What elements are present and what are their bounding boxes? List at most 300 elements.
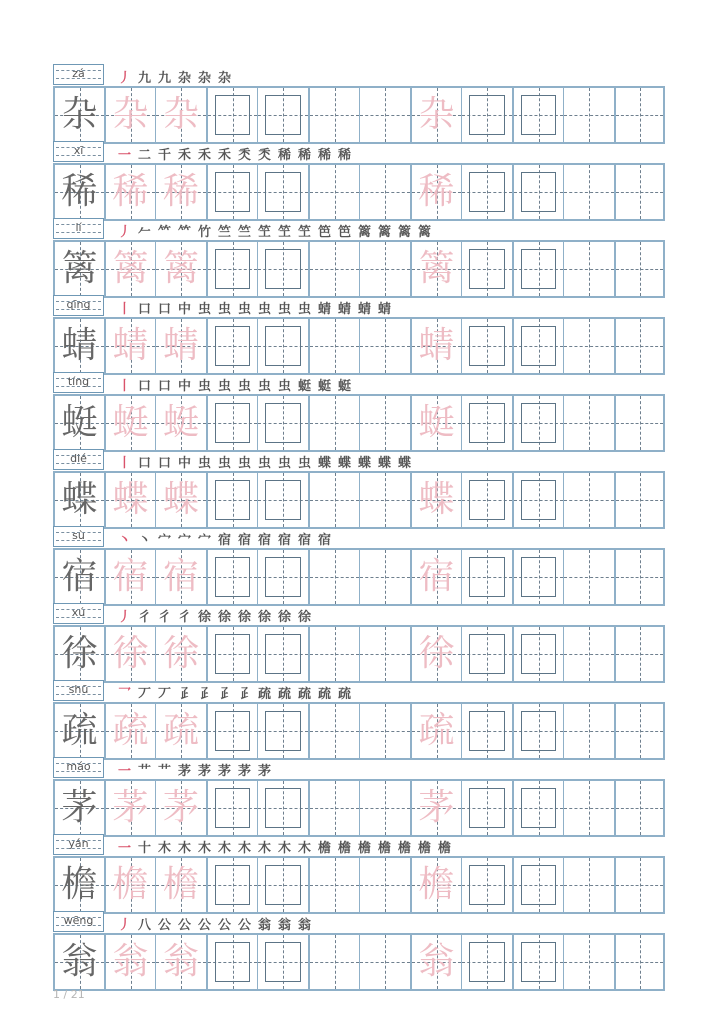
pinyin-box	[53, 526, 104, 547]
character-entry-9	[53, 680, 665, 757]
practice-cell[interactable]	[614, 704, 665, 758]
guide-line-vertical	[335, 242, 336, 296]
practice-cell-row	[53, 625, 665, 683]
stroke-order-sequence	[115, 449, 414, 471]
trace-character: 檐	[162, 864, 199, 905]
practice-cell[interactable]	[359, 319, 410, 373]
inner-square	[469, 172, 505, 212]
practice-cell[interactable]	[359, 396, 410, 450]
boxed-practice-cell[interactable]	[512, 396, 563, 450]
stroke-step: 茅	[177, 764, 191, 779]
guide-line-vertical	[335, 781, 336, 835]
trace-cell	[155, 858, 206, 912]
boxed-practice-cell[interactable]	[257, 473, 308, 527]
guide-line-vertical	[589, 627, 590, 681]
guide-line-vertical	[335, 550, 336, 604]
stroke-order-sequence	[115, 64, 234, 86]
boxed-practice-cell[interactable]	[206, 858, 257, 912]
trace-cell	[155, 242, 206, 296]
model-character: 篱	[61, 248, 98, 289]
practice-cell[interactable]	[308, 781, 359, 835]
practice-cell[interactable]	[359, 627, 410, 681]
practice-cell[interactable]	[563, 781, 614, 835]
model-character: 翁	[61, 941, 98, 982]
stroke-step: 木	[157, 841, 171, 856]
boxed-practice-cell[interactable]	[206, 627, 257, 681]
boxed-practice-cell[interactable]	[257, 627, 308, 681]
stroke-step: 公	[177, 918, 191, 933]
boxed-practice-cell[interactable]	[461, 781, 512, 835]
boxed-practice-cell[interactable]	[257, 781, 308, 835]
stroke-step: 丶	[137, 533, 151, 548]
practice-cell[interactable]	[308, 88, 359, 142]
practice-cell[interactable]	[563, 319, 614, 373]
inner-square	[215, 249, 250, 289]
stroke-step: 木	[297, 841, 311, 856]
guide-line-vertical	[335, 88, 336, 142]
guide-line-vertical	[335, 627, 336, 681]
pinyin-label: qīng	[66, 298, 91, 311]
practice-cell[interactable]	[614, 319, 665, 373]
boxed-practice-cell[interactable]	[512, 165, 563, 219]
pinyin-box	[53, 834, 104, 855]
practice-cell[interactable]	[308, 627, 359, 681]
pinyin-strip	[53, 680, 665, 702]
inner-square	[265, 480, 301, 520]
boxed-practice-cell[interactable]	[512, 88, 563, 142]
practice-cell[interactable]	[614, 550, 665, 604]
boxed-practice-cell[interactable]	[461, 242, 512, 296]
stroke-step: 茅	[217, 764, 231, 779]
boxed-practice-cell[interactable]	[512, 473, 563, 527]
stroke-step: 木	[257, 841, 271, 856]
stroke-step: 𤴔	[217, 687, 231, 702]
inner-square	[521, 865, 556, 905]
practice-cell[interactable]	[563, 396, 614, 450]
stroke-step: 虫	[257, 456, 271, 471]
practice-cell[interactable]	[308, 704, 359, 758]
trace-cell	[410, 165, 461, 219]
stroke-step: 蝶	[397, 456, 411, 471]
pinyin-box	[53, 218, 104, 239]
trace-cell	[104, 88, 155, 142]
stroke-step: 丆	[157, 687, 171, 702]
pinyin-box	[53, 372, 104, 393]
inner-square	[469, 403, 505, 443]
model-character: 茅	[61, 787, 98, 828]
pinyin-label: wēng	[63, 914, 94, 927]
stroke-step: 蜻	[337, 302, 351, 317]
boxed-practice-cell[interactable]	[206, 88, 257, 142]
boxed-practice-cell[interactable]	[257, 242, 308, 296]
practice-cell[interactable]	[308, 935, 359, 989]
stroke-step: 彳	[177, 610, 191, 625]
trace-character: 徐	[162, 633, 199, 674]
practice-cell[interactable]	[563, 858, 614, 912]
model-character-cell	[53, 473, 104, 527]
practice-cell[interactable]	[308, 165, 359, 219]
trace-character: 翁	[162, 941, 199, 982]
stroke-step: 宿	[237, 533, 251, 548]
trace-character: 疏	[162, 710, 199, 751]
character-entry-12	[53, 911, 665, 988]
practice-cell[interactable]	[614, 627, 665, 681]
stroke-step: 徐	[197, 610, 211, 625]
trace-character: 篱	[162, 248, 199, 289]
stroke-step: 丿	[117, 71, 131, 86]
stroke-step: 杂	[197, 71, 211, 86]
character-entry-11	[53, 834, 665, 911]
practice-cell[interactable]	[308, 242, 359, 296]
boxed-practice-cell[interactable]	[461, 858, 512, 912]
boxed-practice-cell[interactable]	[257, 704, 308, 758]
trace-cell	[104, 627, 155, 681]
stroke-step: 篱	[417, 225, 431, 240]
guide-line-vertical	[335, 473, 336, 527]
boxed-practice-cell[interactable]	[257, 396, 308, 450]
character-entry-7	[53, 526, 665, 603]
stroke-step: 木	[277, 841, 291, 856]
pinyin-label: lí	[75, 221, 82, 234]
practice-cell[interactable]	[359, 88, 410, 142]
practice-cell[interactable]	[614, 935, 665, 989]
boxed-practice-cell[interactable]	[512, 935, 563, 989]
trace-character: 宿	[418, 556, 455, 597]
model-character: 徐	[61, 633, 98, 674]
stroke-step: 篱	[377, 225, 391, 240]
stroke-step: 丿	[117, 610, 131, 625]
practice-cell[interactable]	[308, 858, 359, 912]
boxed-practice-cell[interactable]	[257, 550, 308, 604]
practice-cell[interactable]	[563, 165, 614, 219]
practice-cell[interactable]	[563, 935, 614, 989]
stroke-step: 𤴔	[197, 687, 211, 702]
practice-cell[interactable]	[563, 242, 614, 296]
boxed-practice-cell[interactable]	[512, 319, 563, 373]
boxed-practice-cell[interactable]	[512, 781, 563, 835]
practice-cell[interactable]	[614, 88, 665, 142]
practice-cell[interactable]	[359, 165, 410, 219]
trace-character: 篱	[112, 248, 149, 289]
pinyin-strip	[53, 834, 665, 856]
model-character-cell	[53, 242, 104, 296]
stroke-step: 徐	[277, 610, 291, 625]
pinyin-label: yán	[68, 837, 89, 850]
practice-cell[interactable]	[359, 242, 410, 296]
stroke-step: 竺	[237, 225, 251, 240]
model-character-cell	[53, 396, 104, 450]
trace-cell	[104, 704, 155, 758]
stroke-step: 虫	[217, 302, 231, 317]
inner-square	[521, 403, 556, 443]
guide-line-vertical	[640, 627, 641, 681]
boxed-practice-cell[interactable]	[461, 704, 512, 758]
inner-square	[521, 942, 556, 982]
stroke-step: 禾	[197, 148, 211, 163]
practice-cell[interactable]	[563, 704, 614, 758]
stroke-step: 虫	[277, 302, 291, 317]
pinyin-box	[53, 295, 104, 316]
inner-square	[215, 557, 250, 597]
pinyin-strip	[53, 295, 665, 317]
stroke-step: 一	[117, 841, 131, 856]
inner-square	[215, 711, 250, 751]
boxed-practice-cell[interactable]	[257, 319, 308, 373]
trace-character: 宿	[112, 556, 149, 597]
trace-character: 稀	[162, 171, 199, 212]
stroke-step: 蜻	[317, 302, 331, 317]
stroke-step: 二	[137, 148, 151, 163]
practice-cell[interactable]	[614, 858, 665, 912]
guide-line-vertical	[589, 704, 590, 758]
stroke-step: 笆	[317, 225, 331, 240]
trace-character: 篱	[418, 248, 455, 289]
stroke-step: 木	[217, 841, 231, 856]
stroke-step: 檐	[437, 841, 451, 856]
guide-line-vertical	[589, 88, 590, 142]
stroke-step: 疏	[317, 687, 331, 702]
inner-square	[215, 95, 250, 135]
stroke-step: 彳	[137, 610, 151, 625]
inner-square	[469, 711, 505, 751]
inner-square	[469, 557, 505, 597]
trace-character: 蝶	[418, 479, 455, 520]
boxed-practice-cell[interactable]	[461, 550, 512, 604]
boxed-practice-cell[interactable]	[257, 88, 308, 142]
boxed-practice-cell[interactable]	[206, 396, 257, 450]
guide-line-vertical	[385, 396, 386, 450]
stroke-step: 虫	[197, 456, 211, 471]
model-character-cell	[53, 550, 104, 604]
practice-cell[interactable]	[308, 396, 359, 450]
stroke-step: 丨	[117, 456, 131, 471]
guide-line-vertical	[640, 473, 641, 527]
pinyin-box	[53, 141, 104, 162]
trace-character: 蝶	[162, 479, 199, 520]
inner-square	[215, 634, 250, 674]
character-entry-10	[53, 757, 665, 834]
stroke-step: 虫	[257, 302, 271, 317]
inner-square	[521, 326, 556, 366]
stroke-step: 丨	[117, 379, 131, 394]
guide-line-vertical	[385, 858, 386, 912]
boxed-practice-cell[interactable]	[257, 935, 308, 989]
practice-cell[interactable]	[563, 627, 614, 681]
stroke-step: 檐	[357, 841, 371, 856]
guide-line-vertical	[640, 165, 641, 219]
boxed-practice-cell[interactable]	[461, 935, 512, 989]
inner-square	[469, 326, 505, 366]
boxed-practice-cell[interactable]	[512, 704, 563, 758]
stroke-step: 中	[177, 302, 191, 317]
inner-square	[469, 95, 505, 135]
pinyin-label: zá	[72, 67, 85, 80]
stroke-step: 茅	[237, 764, 251, 779]
practice-cell[interactable]	[359, 550, 410, 604]
trace-character: 蜻	[418, 325, 455, 366]
guide-line-vertical	[640, 319, 641, 373]
stroke-order-sequence	[115, 218, 434, 240]
trace-cell	[155, 165, 206, 219]
pinyin-label: xī	[73, 144, 84, 157]
stroke-step: 疏	[277, 687, 291, 702]
practice-cell[interactable]	[563, 473, 614, 527]
boxed-practice-cell[interactable]	[461, 319, 512, 373]
pinyin-strip	[53, 911, 665, 933]
practice-cell-row	[53, 471, 665, 529]
trace-cell	[155, 473, 206, 527]
practice-cell-row	[53, 779, 665, 837]
stroke-order-sequence	[115, 526, 334, 548]
stroke-step: 徐	[217, 610, 231, 625]
practice-cell[interactable]	[359, 858, 410, 912]
guide-line-vertical	[335, 319, 336, 373]
stroke-step: 𥫗	[157, 225, 171, 240]
boxed-practice-cell[interactable]	[512, 242, 563, 296]
practice-cell[interactable]	[614, 165, 665, 219]
stroke-step: 𥫗	[177, 225, 191, 240]
boxed-practice-cell[interactable]	[461, 627, 512, 681]
practice-cell[interactable]	[359, 473, 410, 527]
inner-square	[521, 557, 556, 597]
inner-square	[469, 942, 505, 982]
stroke-step: 蜻	[377, 302, 391, 317]
stroke-step: 篱	[357, 225, 371, 240]
stroke-step: 艹	[137, 764, 151, 779]
trace-cell	[104, 473, 155, 527]
pinyin-strip	[53, 64, 665, 86]
stroke-step: 木	[197, 841, 211, 856]
practice-cell-row	[53, 933, 665, 991]
boxed-practice-cell[interactable]	[206, 550, 257, 604]
inner-square	[469, 865, 505, 905]
boxed-practice-cell[interactable]	[461, 396, 512, 450]
guide-line-vertical	[589, 550, 590, 604]
guide-line-vertical	[335, 165, 336, 219]
guide-line-vertical	[589, 396, 590, 450]
boxed-practice-cell[interactable]	[206, 473, 257, 527]
boxed-practice-cell[interactable]	[512, 627, 563, 681]
stroke-step: 虫	[197, 302, 211, 317]
stroke-step: 虫	[257, 379, 271, 394]
boxed-practice-cell[interactable]	[461, 473, 512, 527]
practice-cell[interactable]	[563, 88, 614, 142]
practice-cell[interactable]	[563, 550, 614, 604]
stroke-step: 稀	[317, 148, 331, 163]
stroke-step: 𠂉	[137, 225, 151, 240]
practice-cell-row	[53, 86, 665, 144]
stroke-step: 一	[117, 764, 131, 779]
stroke-order-sequence	[115, 757, 274, 779]
boxed-practice-cell[interactable]	[206, 781, 257, 835]
practice-cell[interactable]	[359, 935, 410, 989]
practice-cell[interactable]	[614, 396, 665, 450]
boxed-practice-cell[interactable]	[206, 242, 257, 296]
boxed-practice-cell[interactable]	[512, 858, 563, 912]
boxed-practice-cell[interactable]	[512, 550, 563, 604]
pinyin-label: shū	[68, 683, 89, 696]
trace-cell	[410, 242, 461, 296]
guide-line-vertical	[385, 935, 386, 989]
guide-line-vertical	[335, 858, 336, 912]
boxed-practice-cell[interactable]	[206, 935, 257, 989]
guide-line-vertical	[640, 550, 641, 604]
trace-cell	[155, 396, 206, 450]
practice-cell-row	[53, 240, 665, 298]
stroke-order-sequence	[115, 295, 394, 317]
stroke-step: 艹	[157, 764, 171, 779]
stroke-step: 蜻	[357, 302, 371, 317]
boxed-practice-cell[interactable]	[461, 88, 512, 142]
stroke-step: 一	[117, 148, 131, 163]
practice-cell[interactable]	[359, 704, 410, 758]
practice-cell[interactable]	[308, 473, 359, 527]
character-entry-3	[53, 218, 665, 295]
stroke-step: 丶	[117, 533, 131, 548]
boxed-practice-cell[interactable]	[206, 704, 257, 758]
character-entry-1	[53, 64, 665, 141]
practice-cell[interactable]	[308, 319, 359, 373]
trace-cell	[104, 935, 155, 989]
pinyin-strip	[53, 757, 665, 779]
stroke-step: 蝶	[317, 456, 331, 471]
stroke-step: 口	[137, 302, 151, 317]
guide-line-vertical	[385, 165, 386, 219]
boxed-practice-cell[interactable]	[206, 319, 257, 373]
stroke-step: 杂	[177, 71, 191, 86]
trace-character: 宿	[162, 556, 199, 597]
guide-line-vertical	[385, 473, 386, 527]
trace-cell	[410, 396, 461, 450]
practice-cell[interactable]	[614, 473, 665, 527]
practice-cell[interactable]	[359, 781, 410, 835]
stroke-step: 稀	[277, 148, 291, 163]
practice-cell[interactable]	[614, 242, 665, 296]
pinyin-strip	[53, 372, 665, 394]
practice-cell[interactable]	[614, 781, 665, 835]
guide-line-vertical	[640, 781, 641, 835]
trace-cell	[104, 242, 155, 296]
guide-line-vertical	[640, 704, 641, 758]
trace-character: 蜓	[418, 402, 455, 443]
boxed-practice-cell[interactable]	[461, 165, 512, 219]
stroke-step: 乛	[117, 687, 131, 702]
model-character: 蝶	[61, 479, 98, 520]
trace-character: 蜓	[162, 402, 199, 443]
practice-cell[interactable]	[308, 550, 359, 604]
stroke-step: 公	[217, 918, 231, 933]
trace-character: 茅	[162, 787, 199, 828]
boxed-practice-cell[interactable]	[257, 165, 308, 219]
boxed-practice-cell[interactable]	[257, 858, 308, 912]
trace-character: 杂	[418, 94, 455, 135]
trace-cell	[410, 627, 461, 681]
boxed-practice-cell[interactable]	[206, 165, 257, 219]
stroke-step: 稀	[297, 148, 311, 163]
trace-cell	[155, 781, 206, 835]
guide-line-vertical	[589, 242, 590, 296]
stroke-step: 公	[237, 918, 251, 933]
stroke-step: 虫	[217, 456, 231, 471]
inner-square	[265, 249, 301, 289]
trace-character: 杂	[162, 94, 199, 135]
stroke-step: 徐	[237, 610, 251, 625]
stroke-step: 秂	[257, 148, 271, 163]
trace-cell	[104, 550, 155, 604]
stroke-step: 笁	[277, 225, 291, 240]
pinyin-box	[53, 757, 104, 778]
stroke-order-sequence	[115, 911, 314, 933]
